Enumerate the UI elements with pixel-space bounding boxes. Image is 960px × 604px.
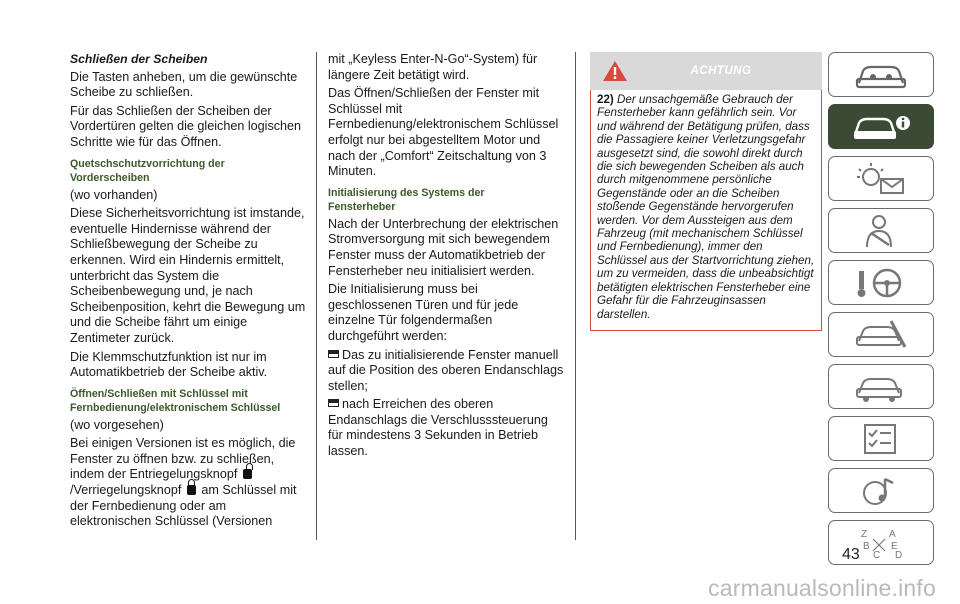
unlock-icon: [243, 469, 252, 479]
index-letter: C: [873, 549, 881, 561]
warning-title: ACHTUNG: [690, 65, 752, 77]
column-2: [328, 52, 564, 463]
tab-maintenance[interactable]: [828, 364, 934, 409]
tab-multimedia[interactable]: [828, 468, 934, 513]
column-divider-2: [575, 52, 576, 540]
tab-technical-data[interactable]: [828, 416, 934, 461]
paragraph: Die Initialisierung muss bei geschlossenen Türen und für jede einzelne Tür folgendermaßen durchgeführt werden:: [328, 282, 519, 343]
tab-warning-lights[interactable]: [828, 156, 934, 201]
index-letter: A: [889, 528, 896, 540]
paragraph-text: am Schlüssel mit der Fernbedienung oder am elektronischen Schlüssel (Versionen: [70, 483, 297, 529]
warning-header: [590, 52, 822, 90]
paragraph: Das Öffnen/Schließen der Fenster mit Schlüssel mit Fernbedienung/elektronischem Schlüssel erfolgt nur bei abgestelltem Motor und nach der „Comfort“ Zeitschaltung von 3 Minuten.: [328, 86, 559, 179]
index-letter: D: [895, 549, 903, 561]
bullet-text: Das zu initialisierende Fenster manuell auf die Position des oberen Endanschlags stellen;: [328, 347, 564, 393]
warning-number: 22): [597, 93, 614, 106]
column-divider-1: [316, 52, 317, 540]
tab-dashboard[interactable]: [828, 52, 934, 97]
subheading-anti-pinch: Quetschschutzvorrichtung der Vorderscheiben: [70, 157, 225, 184]
paragraph: Für das Schließen der Scheiben der Vordertüren gelten die gleichen logischen Schritte wie für das Öffnen.: [70, 103, 302, 149]
page-number: 43: [842, 546, 860, 563]
paragraph-with-icons: [70, 436, 306, 530]
warning-text: Der unsachgemäße Gebrauch der Fensterheber kann gefährlich sein. Vor und während der Betätigung prüfen, dass die Passagiere keiner Verletzungsgefahr ausgesetzt sind, die sowohl direkt durch die sich bewegenden Scheiben als auch durch mitgenommene persönliche Gegenstände oder an die Scheiben stoßende Gegenstände hervorgerufen werden. Vor dem Aussteigen aus dem Fahrzeug (mit mechanischem Schlüssel und Fernbedienung), immer den Schlüssel aus der Startvorrichtung ziehen, um zu vermeiden, dass die unbeabsichtigt betätigten elektrischen Fensterheber eine Gefahr für die Fahrzeuginsassen darstellen.: [597, 93, 815, 321]
heading-closing-windows: Schließen der Scheiben: [70, 52, 208, 66]
column-3: [590, 52, 822, 331]
chapter-sidebar: [828, 52, 934, 572]
index-letter: E: [891, 540, 898, 552]
bullet-item: [328, 397, 564, 459]
paragraph: Die Klemmschutzfunktion ist nur im Automatikbetrieb der Scheibe aktiv.: [70, 349, 268, 380]
subheading-remote-key: Öffnen/Schließen mit Schlüssel mit Fernbedienung/elektronischem Schlüssel: [70, 387, 281, 414]
warning-body: [591, 89, 821, 321]
paragraph-text: /Verriegelungsknopf: [70, 483, 182, 498]
alphabet-index-icon: [851, 525, 911, 561]
car-emergency-icon: [851, 317, 911, 353]
checklist-icon: [851, 421, 911, 457]
column-1: [70, 52, 306, 533]
car-dashboard-icon: [851, 57, 911, 93]
paragraph: Nach der Unterbrechung der elektrischen Stromversorgung mit sich bewegendem Fenster muss der Automatikbetrieb der Fensterheber neu initialisiert werden.: [328, 216, 559, 278]
paragraph: (wo vorgesehen): [70, 417, 164, 432]
paragraph: (wo vorhanden): [70, 187, 158, 202]
tab-starting-driving[interactable]: [828, 260, 934, 305]
watermark: carmanualsonline.info: [708, 575, 936, 601]
seatbelt-person-icon: [851, 213, 911, 249]
bullet-item: [328, 348, 564, 395]
car-info-icon: [851, 109, 911, 145]
paragraph: Die Tasten anheben, um die gewünschte Scheibe zu schließen.: [70, 69, 298, 100]
bullet-icon: [328, 350, 339, 358]
warning-box: [590, 52, 822, 331]
media-note-icon: [851, 473, 911, 509]
tab-car-info[interactable]: [828, 104, 934, 149]
paragraph-text: Bei einigen Versionen ist es möglich, die Fenster zu öffnen bzw. zu schließen, indem der Entriegelungsknopf: [70, 436, 296, 482]
index-letter: Z: [861, 528, 868, 540]
subheading-initialization: Initialisierung des Systems der Fensterheber: [328, 186, 485, 213]
tab-safety[interactable]: [828, 208, 934, 253]
paragraph: Diese Sicherheitsvorrichtung ist imstande, eventuelle Hindernisse während der Schließbewegung der Scheibe zu erkennen. Wird ein Hindernis ermittelt, unterbricht das System die Scheibenbewegung und, je nach Scheibenposition, kehrt die Bewegung um und die Scheibe fährt um einige Zentimeter zurück.: [70, 206, 306, 345]
index-letter: B: [863, 540, 870, 552]
warning-lights-icon: [851, 161, 911, 197]
bullet-icon: [328, 399, 339, 407]
tab-emergency[interactable]: [828, 312, 934, 357]
car-service-icon: [851, 369, 911, 405]
bullet-text: nach Erreichen des oberen Endanschlags die Verschlusssteuerung für mindestens 3 Sekunden in Betrieb lassen.: [328, 397, 548, 459]
lock-icon: [187, 485, 196, 495]
steering-wheel-icon: [851, 265, 911, 301]
paragraph: mit „Keyless Enter-N-Go“-System) für längere Zeit betätigt wird.: [328, 52, 538, 82]
